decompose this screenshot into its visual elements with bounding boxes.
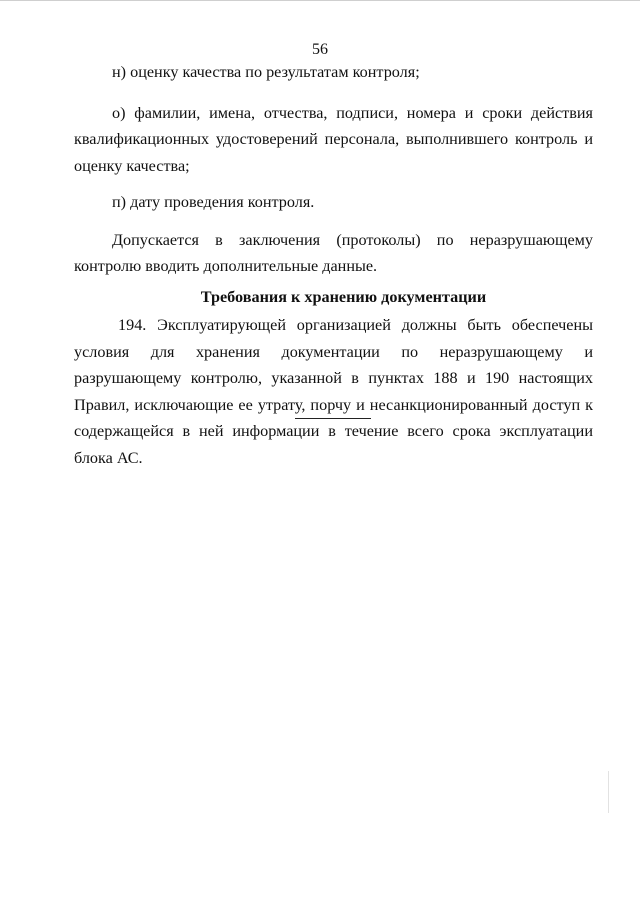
section-heading: Требования к хранению документации xyxy=(200,287,487,306)
additional-data-paragraph: Допускается в заключения (протоколы) по неразрушающему контролю вводить дополнительные данные. xyxy=(74,230,593,275)
page-number: 56 xyxy=(312,41,328,58)
list-item-n: н) оценку качества по результатам контроля; xyxy=(112,63,420,81)
end-of-text-rule xyxy=(295,418,371,419)
list-item-p: п) дату проведения контроля. xyxy=(112,193,315,211)
clause-194: 194. Эксплуатирующей организацией должны быть обеспечены условия для хранения документации по неразрушающему и разрушающему контролю, указанной в пунктах 188 и 190 настоящих Правил, исключающие ее утрату, порчу и несанкционированный доступ к содержащейся в ней информации в течение всего срока эксплуатации блока АС. xyxy=(74,316,593,467)
list-item-o: о) фамилии, имена, отчества, подписи, номера и сроки действия квалификационных удостоверений персонала, выполнившего контроль и оценку качества; xyxy=(74,103,593,175)
scan-edge-mark xyxy=(608,771,609,813)
page-content xyxy=(74,59,593,471)
